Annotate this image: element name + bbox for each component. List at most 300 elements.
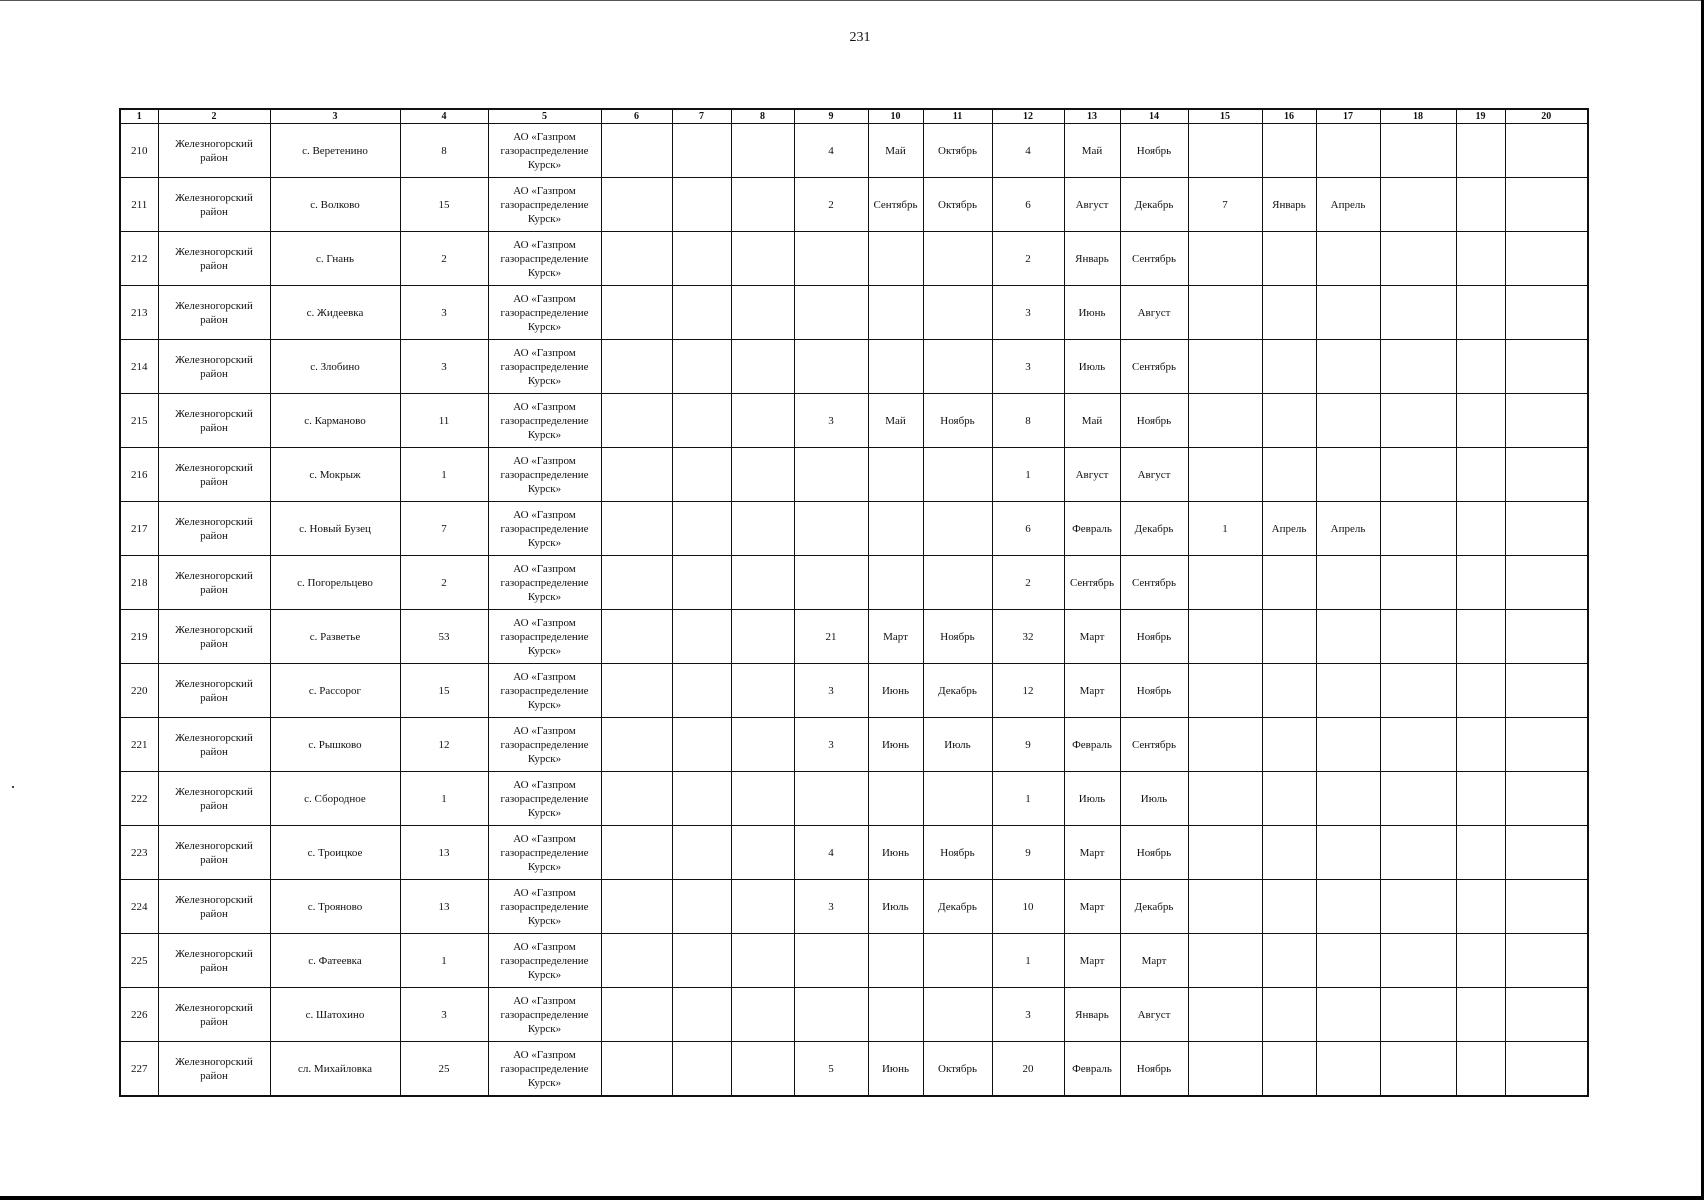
cell-col-14: Август xyxy=(1120,448,1188,502)
cell-col-7 xyxy=(672,232,731,286)
table-row xyxy=(120,718,1588,772)
cell-col-17 xyxy=(1316,340,1380,394)
total-count-cell: 2 xyxy=(400,556,488,610)
cell-col-12: 6 xyxy=(992,178,1064,232)
cell-col-13: Март xyxy=(1064,880,1120,934)
cell-col-11 xyxy=(923,286,992,340)
cell-col-6 xyxy=(601,826,672,880)
organization-cell: АО «Газпром газораспределение Курск» xyxy=(488,286,601,340)
cell-col-14: Декабрь xyxy=(1120,502,1188,556)
cell-col-18 xyxy=(1380,286,1456,340)
cell-col-13: Март xyxy=(1064,664,1120,718)
total-count-cell: 1 xyxy=(400,448,488,502)
district-cell: Железногорский район xyxy=(158,448,270,502)
settlement-cell: сл. Михайловка xyxy=(270,1042,400,1097)
column-header-7: 7 xyxy=(672,109,731,124)
cell-col-10: Июль xyxy=(868,880,923,934)
cell-col-16 xyxy=(1262,556,1316,610)
organization-cell: АО «Газпром газораспределение Курск» xyxy=(488,394,601,448)
table-row xyxy=(120,664,1588,718)
cell-col-11: Октябрь xyxy=(923,178,992,232)
cell-col-6 xyxy=(601,772,672,826)
cell-col-13: Июль xyxy=(1064,340,1120,394)
cell-col-17 xyxy=(1316,772,1380,826)
cell-col-8 xyxy=(731,718,794,772)
cell-col-6 xyxy=(601,232,672,286)
cell-col-8 xyxy=(731,826,794,880)
organization-cell: АО «Газпром газораспределение Курск» xyxy=(488,556,601,610)
cell-col-14: Июль xyxy=(1120,772,1188,826)
cell-col-9 xyxy=(794,286,868,340)
settlement-cell: с. Гнань xyxy=(270,232,400,286)
cell-col-16 xyxy=(1262,286,1316,340)
cell-col-10: Июнь xyxy=(868,1042,923,1097)
cell-col-8 xyxy=(731,610,794,664)
cell-col-16 xyxy=(1262,718,1316,772)
settlement-cell: с. Разветье xyxy=(270,610,400,664)
cell-col-7 xyxy=(672,772,731,826)
total-count-cell: 25 xyxy=(400,1042,488,1097)
cell-col-20 xyxy=(1505,610,1588,664)
row-number: 214 xyxy=(120,340,158,394)
row-number: 222 xyxy=(120,772,158,826)
cell-col-20 xyxy=(1505,394,1588,448)
cell-col-19 xyxy=(1456,394,1505,448)
total-count-cell: 3 xyxy=(400,340,488,394)
page-number: 231 xyxy=(849,30,871,45)
cell-col-8 xyxy=(731,232,794,286)
cell-col-14: Ноябрь xyxy=(1120,394,1188,448)
cell-col-20 xyxy=(1505,934,1588,988)
cell-col-7 xyxy=(672,286,731,340)
cell-col-18 xyxy=(1380,880,1456,934)
cell-col-19 xyxy=(1456,934,1505,988)
cell-col-9 xyxy=(794,934,868,988)
cell-col-18 xyxy=(1380,448,1456,502)
organization-cell: АО «Газпром газораспределение Курск» xyxy=(488,448,601,502)
cell-col-10: Май xyxy=(868,124,923,178)
district-cell: Железногорский район xyxy=(158,772,270,826)
settlement-cell: с. Шатохино xyxy=(270,988,400,1042)
cell-col-12: 1 xyxy=(992,772,1064,826)
cell-col-15 xyxy=(1188,124,1262,178)
cell-col-14: Ноябрь xyxy=(1120,664,1188,718)
cell-col-15 xyxy=(1188,880,1262,934)
total-count-cell: 1 xyxy=(400,772,488,826)
cell-col-7 xyxy=(672,340,731,394)
cell-col-17 xyxy=(1316,124,1380,178)
cell-col-11: Декабрь xyxy=(923,880,992,934)
organization-cell: АО «Газпром газораспределение Курск» xyxy=(488,232,601,286)
cell-col-10 xyxy=(868,286,923,340)
organization-cell: АО «Газпром газораспределение Курск» xyxy=(488,772,601,826)
cell-col-18 xyxy=(1380,502,1456,556)
cell-col-16 xyxy=(1262,664,1316,718)
cell-col-19 xyxy=(1456,880,1505,934)
organization-cell: АО «Газпром газораспределение Курск» xyxy=(488,1042,601,1097)
cell-col-10: Март xyxy=(868,610,923,664)
row-number: 221 xyxy=(120,718,158,772)
column-header-12: 12 xyxy=(992,109,1064,124)
cell-col-9 xyxy=(794,502,868,556)
cell-col-20 xyxy=(1505,178,1588,232)
cell-col-6 xyxy=(601,610,672,664)
table-row xyxy=(120,1042,1588,1097)
cell-col-10 xyxy=(868,772,923,826)
cell-col-17 xyxy=(1316,718,1380,772)
cell-col-6 xyxy=(601,880,672,934)
total-count-cell: 15 xyxy=(400,664,488,718)
cell-col-9: 4 xyxy=(794,826,868,880)
cell-col-18 xyxy=(1380,394,1456,448)
total-count-cell: 7 xyxy=(400,502,488,556)
district-cell: Железногорский район xyxy=(158,610,270,664)
cell-col-15 xyxy=(1188,340,1262,394)
cell-col-19 xyxy=(1456,664,1505,718)
cell-col-17: Апрель xyxy=(1316,502,1380,556)
row-number: 225 xyxy=(120,934,158,988)
cell-col-16 xyxy=(1262,610,1316,664)
settlement-cell: с. Сбородное xyxy=(270,772,400,826)
cell-col-11: Ноябрь xyxy=(923,826,992,880)
cell-col-14: Сентябрь xyxy=(1120,556,1188,610)
cell-col-10 xyxy=(868,934,923,988)
column-header-3: 3 xyxy=(270,109,400,124)
cell-col-16 xyxy=(1262,124,1316,178)
column-header-2: 2 xyxy=(158,109,270,124)
cell-col-20 xyxy=(1505,124,1588,178)
cell-col-18 xyxy=(1380,124,1456,178)
cell-col-6 xyxy=(601,178,672,232)
district-cell: Железногорский район xyxy=(158,664,270,718)
cell-col-15 xyxy=(1188,610,1262,664)
row-number: 218 xyxy=(120,556,158,610)
cell-col-6 xyxy=(601,556,672,610)
row-number: 224 xyxy=(120,880,158,934)
cell-col-7 xyxy=(672,448,731,502)
cell-col-20 xyxy=(1505,502,1588,556)
cell-col-6 xyxy=(601,394,672,448)
settlement-cell: с. Троицкое xyxy=(270,826,400,880)
table-row xyxy=(120,988,1588,1042)
cell-col-13: Март xyxy=(1064,610,1120,664)
cell-col-9 xyxy=(794,448,868,502)
row-number: 227 xyxy=(120,1042,158,1097)
cell-col-8 xyxy=(731,934,794,988)
settlement-cell: с. Погорельцево xyxy=(270,556,400,610)
cell-col-12: 8 xyxy=(992,394,1064,448)
cell-col-20 xyxy=(1505,826,1588,880)
cell-col-20 xyxy=(1505,772,1588,826)
cell-col-19 xyxy=(1456,448,1505,502)
page-top-edge xyxy=(0,0,1704,1)
row-number: 210 xyxy=(120,124,158,178)
organization-cell: АО «Газпром газораспределение Курск» xyxy=(488,502,601,556)
cell-col-19 xyxy=(1456,286,1505,340)
cell-col-15 xyxy=(1188,448,1262,502)
cell-col-19 xyxy=(1456,772,1505,826)
cell-col-9: 4 xyxy=(794,124,868,178)
cell-col-13: Сентябрь xyxy=(1064,556,1120,610)
cell-col-10: Июнь xyxy=(868,826,923,880)
cell-col-10: Июнь xyxy=(868,718,923,772)
cell-col-10 xyxy=(868,448,923,502)
cell-col-7 xyxy=(672,502,731,556)
cell-col-16 xyxy=(1262,880,1316,934)
cell-col-18 xyxy=(1380,826,1456,880)
cell-col-7 xyxy=(672,556,731,610)
cell-col-8 xyxy=(731,448,794,502)
column-header-8: 8 xyxy=(731,109,794,124)
cell-col-12: 3 xyxy=(992,286,1064,340)
cell-col-6 xyxy=(601,502,672,556)
district-cell: Железногорский район xyxy=(158,286,270,340)
cell-col-14: Август xyxy=(1120,988,1188,1042)
cell-col-11 xyxy=(923,502,992,556)
cell-col-16 xyxy=(1262,232,1316,286)
cell-col-17 xyxy=(1316,988,1380,1042)
organization-cell: АО «Газпром газораспределение Курск» xyxy=(488,340,601,394)
cell-col-19 xyxy=(1456,178,1505,232)
cell-col-12: 3 xyxy=(992,988,1064,1042)
column-header-20: 20 xyxy=(1505,109,1588,124)
cell-col-7 xyxy=(672,1042,731,1097)
settlement-cell: с. Фатеевка xyxy=(270,934,400,988)
cell-col-10 xyxy=(868,556,923,610)
cell-col-16: Январь xyxy=(1262,178,1316,232)
cell-col-11: Декабрь xyxy=(923,664,992,718)
cell-col-18 xyxy=(1380,178,1456,232)
total-count-cell: 3 xyxy=(400,286,488,340)
total-count-cell: 53 xyxy=(400,610,488,664)
settlement-cell: с. Злобино xyxy=(270,340,400,394)
cell-col-13: Февраль xyxy=(1064,718,1120,772)
district-cell: Железногорский район xyxy=(158,340,270,394)
column-header-15: 15 xyxy=(1188,109,1262,124)
table-row xyxy=(120,556,1588,610)
cell-col-14: Ноябрь xyxy=(1120,610,1188,664)
cell-col-8 xyxy=(731,178,794,232)
district-cell: Железногорский район xyxy=(158,718,270,772)
cell-col-16 xyxy=(1262,934,1316,988)
organization-cell: АО «Газпром газораспределение Курск» xyxy=(488,718,601,772)
total-count-cell: 8 xyxy=(400,124,488,178)
cell-col-20 xyxy=(1505,988,1588,1042)
table-row xyxy=(120,610,1588,664)
cell-col-12: 2 xyxy=(992,232,1064,286)
cell-col-20 xyxy=(1505,880,1588,934)
page-bottom-edge xyxy=(0,1196,1704,1200)
cell-col-6 xyxy=(601,286,672,340)
cell-col-13: Февраль xyxy=(1064,502,1120,556)
column-header-17: 17 xyxy=(1316,109,1380,124)
cell-col-7 xyxy=(672,988,731,1042)
column-header-1: 1 xyxy=(120,109,158,124)
table-row xyxy=(120,340,1588,394)
cell-col-20 xyxy=(1505,286,1588,340)
cell-col-6 xyxy=(601,1042,672,1097)
cell-col-20 xyxy=(1505,1042,1588,1097)
total-count-cell: 12 xyxy=(400,718,488,772)
cell-col-17 xyxy=(1316,1042,1380,1097)
cell-col-18 xyxy=(1380,1042,1456,1097)
cell-col-19 xyxy=(1456,340,1505,394)
cell-col-18 xyxy=(1380,772,1456,826)
cell-col-16 xyxy=(1262,988,1316,1042)
cell-col-13: Март xyxy=(1064,934,1120,988)
row-number: 213 xyxy=(120,286,158,340)
row-number: 217 xyxy=(120,502,158,556)
table-body xyxy=(120,124,1588,1097)
cell-col-13: Август xyxy=(1064,448,1120,502)
cell-col-15 xyxy=(1188,988,1262,1042)
cell-col-13: Май xyxy=(1064,124,1120,178)
row-number: 216 xyxy=(120,448,158,502)
district-cell: Железногорский район xyxy=(158,178,270,232)
district-cell: Железногорский район xyxy=(158,124,270,178)
organization-cell: АО «Газпром газораспределение Курск» xyxy=(488,934,601,988)
settlement-cell: с. Веретенино xyxy=(270,124,400,178)
gasification-schedule-table xyxy=(119,108,1589,1097)
cell-col-6 xyxy=(601,664,672,718)
cell-col-9: 3 xyxy=(794,394,868,448)
total-count-cell: 1 xyxy=(400,934,488,988)
cell-col-11: Октябрь xyxy=(923,124,992,178)
cell-col-15 xyxy=(1188,826,1262,880)
cell-col-9: 21 xyxy=(794,610,868,664)
cell-col-16 xyxy=(1262,340,1316,394)
cell-col-11: Ноябрь xyxy=(923,394,992,448)
cell-col-16 xyxy=(1262,448,1316,502)
cell-col-6 xyxy=(601,988,672,1042)
cell-col-19 xyxy=(1456,988,1505,1042)
total-count-cell: 13 xyxy=(400,826,488,880)
cell-col-9 xyxy=(794,340,868,394)
cell-col-12: 12 xyxy=(992,664,1064,718)
cell-col-13: Август xyxy=(1064,178,1120,232)
cell-col-6 xyxy=(601,340,672,394)
cell-col-6 xyxy=(601,448,672,502)
cell-col-16 xyxy=(1262,772,1316,826)
column-header-9: 9 xyxy=(794,109,868,124)
cell-col-12: 9 xyxy=(992,826,1064,880)
cell-col-6 xyxy=(601,718,672,772)
cell-col-18 xyxy=(1380,556,1456,610)
column-header-4: 4 xyxy=(400,109,488,124)
table-row xyxy=(120,448,1588,502)
cell-col-8 xyxy=(731,1042,794,1097)
cell-col-20 xyxy=(1505,232,1588,286)
cell-col-13: Июнь xyxy=(1064,286,1120,340)
cell-col-7 xyxy=(672,934,731,988)
cell-col-11 xyxy=(923,556,992,610)
cell-col-6 xyxy=(601,934,672,988)
cell-col-19 xyxy=(1456,556,1505,610)
table-row xyxy=(120,826,1588,880)
cell-col-14: Сентябрь xyxy=(1120,340,1188,394)
cell-col-14: Ноябрь xyxy=(1120,826,1188,880)
cell-col-9: 3 xyxy=(794,718,868,772)
cell-col-15: 1 xyxy=(1188,502,1262,556)
cell-col-10 xyxy=(868,340,923,394)
cell-col-8 xyxy=(731,286,794,340)
scan-speck xyxy=(12,786,14,788)
cell-col-13: Июль xyxy=(1064,772,1120,826)
organization-cell: АО «Газпром газораспределение Курск» xyxy=(488,178,601,232)
cell-col-7 xyxy=(672,880,731,934)
cell-col-17 xyxy=(1316,232,1380,286)
row-number: 219 xyxy=(120,610,158,664)
district-cell: Железногорский район xyxy=(158,880,270,934)
settlement-cell: с. Трояново xyxy=(270,880,400,934)
cell-col-12: 4 xyxy=(992,124,1064,178)
cell-col-14: Ноябрь xyxy=(1120,124,1188,178)
column-header-10: 10 xyxy=(868,109,923,124)
cell-col-10: Сентябрь xyxy=(868,178,923,232)
cell-col-7 xyxy=(672,124,731,178)
organization-cell: АО «Газпром газораспределение Курск» xyxy=(488,826,601,880)
cell-col-10 xyxy=(868,502,923,556)
cell-col-11 xyxy=(923,934,992,988)
cell-col-14: Декабрь xyxy=(1120,880,1188,934)
cell-col-7 xyxy=(672,610,731,664)
settlement-cell: с. Карманово xyxy=(270,394,400,448)
cell-col-17 xyxy=(1316,934,1380,988)
organization-cell: АО «Газпром газораспределение Курск» xyxy=(488,610,601,664)
column-header-13: 13 xyxy=(1064,109,1120,124)
cell-col-15 xyxy=(1188,772,1262,826)
table-row xyxy=(120,934,1588,988)
cell-col-9: 2 xyxy=(794,178,868,232)
cell-col-8 xyxy=(731,124,794,178)
column-header-11: 11 xyxy=(923,109,992,124)
cell-col-9 xyxy=(794,556,868,610)
cell-col-18 xyxy=(1380,988,1456,1042)
cell-col-18 xyxy=(1380,664,1456,718)
district-cell: Железногорский район xyxy=(158,502,270,556)
row-number: 223 xyxy=(120,826,158,880)
cell-col-12: 9 xyxy=(992,718,1064,772)
cell-col-8 xyxy=(731,340,794,394)
cell-col-7 xyxy=(672,394,731,448)
organization-cell: АО «Газпром газораспределение Курск» xyxy=(488,880,601,934)
cell-col-8 xyxy=(731,394,794,448)
district-cell: Железногорский район xyxy=(158,556,270,610)
cell-col-13: Январь xyxy=(1064,232,1120,286)
cell-col-14: Сентябрь xyxy=(1120,718,1188,772)
cell-col-17 xyxy=(1316,664,1380,718)
cell-col-11 xyxy=(923,232,992,286)
cell-col-6 xyxy=(601,124,672,178)
cell-col-11 xyxy=(923,340,992,394)
cell-col-18 xyxy=(1380,934,1456,988)
cell-col-11: Июль xyxy=(923,718,992,772)
table-row xyxy=(120,124,1588,178)
cell-col-16 xyxy=(1262,394,1316,448)
district-cell: Железногорский район xyxy=(158,988,270,1042)
cell-col-15 xyxy=(1188,934,1262,988)
total-count-cell: 15 xyxy=(400,178,488,232)
row-number: 215 xyxy=(120,394,158,448)
district-cell: Железногорский район xyxy=(158,394,270,448)
cell-col-14: Ноябрь xyxy=(1120,1042,1188,1097)
cell-col-20 xyxy=(1505,664,1588,718)
cell-col-7 xyxy=(672,826,731,880)
cell-col-9: 3 xyxy=(794,880,868,934)
cell-col-16 xyxy=(1262,826,1316,880)
cell-col-17 xyxy=(1316,286,1380,340)
total-count-cell: 2 xyxy=(400,232,488,286)
